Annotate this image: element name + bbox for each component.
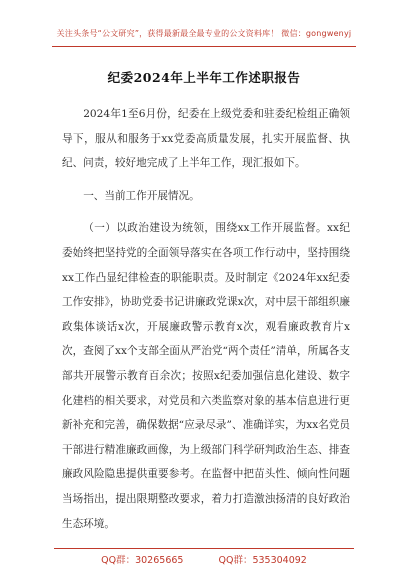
footer (0, 552, 408, 566)
intro-paragraph: 2024年1至6月份，纪委在上级党委和驻委纪检组正确领导下，服从和服务于xx党委高质量发展，扎实开展监督、执纪、问责，较好地完成了上半年工作，现汇报如下。 (62, 108, 350, 170)
header-divider (52, 46, 356, 47)
section-paragraph: （一）以政治建设为统领，围绕xx工作开展监督。xx纪委始终把坚持党的全面领导落实在各项工作行动中，坚持围绕xx工作凸显纪律检查的职能职责。及时制定《2024年xx纪委工作安排》，协助党委书记讲廉政党课x次，对中层干部组织廉政集体谈话x次，开展廉政警示教育x次，观看廉政教育片x次，查阅了xx个支部全面从严治党“两个责任”清单，所属各支部共开展警示教育百余次；按照x纪委加强信息化建设、数字化建档的相关要求，对党员和六类监察对象的基本信息进行更新补充和完善，确保数据“应录尽录”、准确详实，为xx名党员干部进行精准廉政画像，为上级部门科学研判政治生态、排查廉政风险隐患提供重要参考。在监督中把苗头性、倾向性问题当场指出，提出限期整改要求，着力打造激浊扬清的良好政治生态环境。 (62, 222, 350, 530)
footer-divider (54, 548, 354, 549)
document-title: 纪委2024年上半年工作述职报告 (107, 70, 301, 85)
section-heading: 一、当前工作开展情况。 (83, 189, 200, 202)
document-body (62, 102, 350, 536)
footer-qq-group-2: QQ群：535304092 (218, 555, 307, 566)
footer-qq-group-1: QQ群：30265665 (101, 555, 184, 566)
header-note: 关注头条号“公文研究”，获得最新最全最专业的公文资料库！ 微信：gongwenyj (56, 29, 352, 38)
